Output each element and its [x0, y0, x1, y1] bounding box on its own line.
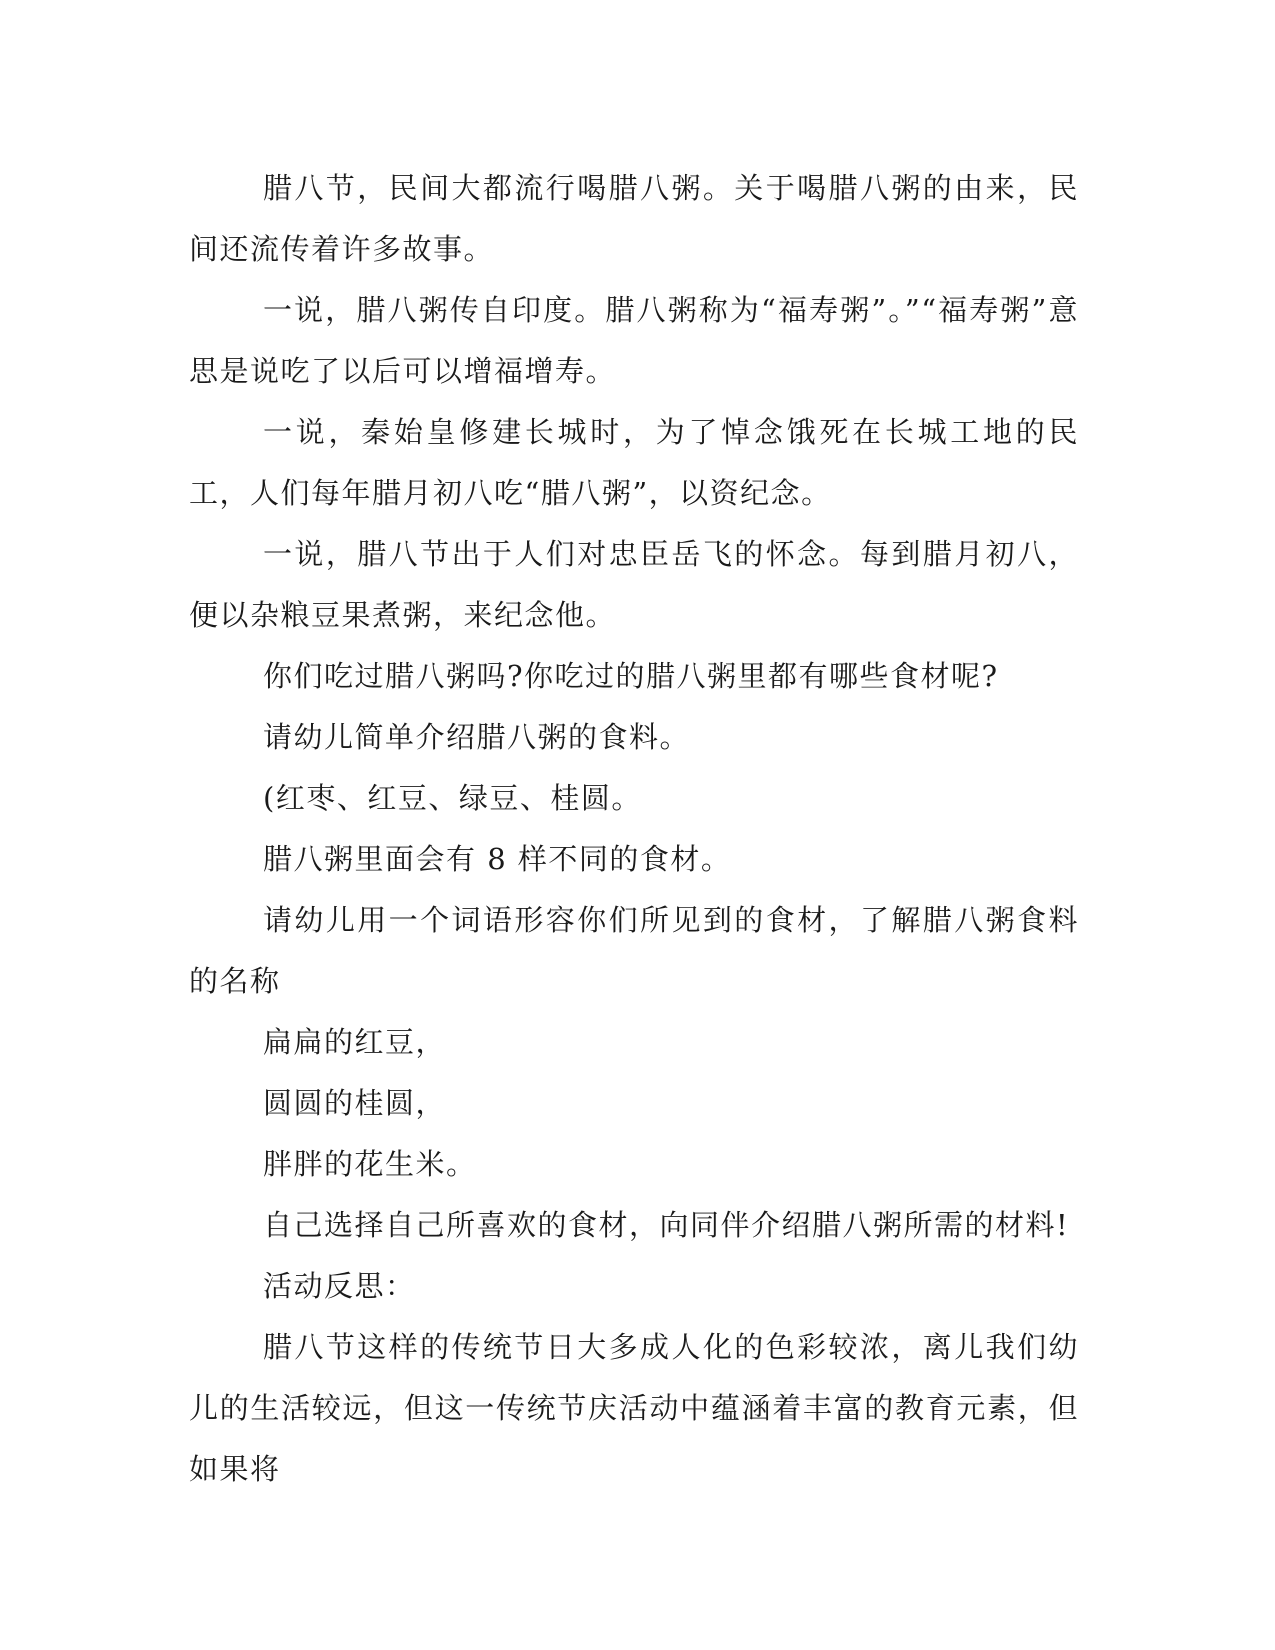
document-body [189, 158, 1079, 1500]
paragraph-ingredient-list: (红枣、红豆、绿豆、桂圆。 [263, 781, 642, 815]
paragraph-describe-ingredients: 请幼儿用一个词语形容你们所见到的食材，了解腊八粥食料的名称 [189, 903, 1079, 998]
paragraph-longan: 圆圆的桂圆， [263, 1086, 447, 1120]
paragraph-eight-ingredients: 腊八粥里面会有 8 样不同的食材。 [263, 842, 732, 876]
paragraph-great-wall-legend: 一说，秦始皇修建长城时，为了悼念饿死在长城工地的民工，人们每年腊月初八吃“腊八粥”，以资纪念。 [189, 415, 1079, 510]
paragraph-yue-fei-legend: 一说，腊八节出于人们对忠臣岳飞的怀念。每到腊月初八，便以杂粮豆果煮粥，来纪念他。 [189, 537, 1079, 632]
paragraph-india-legend: 一说，腊八粥传自印度。腊八粥称为“福寿粥”。”“福寿粥”意思是说吃了以后可以增福增寿。 [189, 293, 1079, 388]
paragraph-choose-ingredients: 自己选择自己所喜欢的食材，向同伴介绍腊八粥所需的材料! [263, 1208, 1070, 1242]
paragraph-reflection-body: 腊八节这样的传统节日大多成人化的色彩较浓，离儿我们幼儿的生活较远，但这一传统节庆活动中蕴涵着丰富的教育元素，但如果将 [189, 1330, 1079, 1486]
paragraph-introduce-ingredients: 请幼儿简单介绍腊八粥的食料。 [263, 720, 691, 754]
paragraph-reflection-heading: 活动反思： [263, 1269, 416, 1303]
paragraph-peanuts: 胖胖的花生米。 [263, 1147, 477, 1181]
paragraph-origin-intro: 腊八节，民间大都流行喝腊八粥。关于喝腊八粥的由来，民间还流传着许多故事。 [189, 171, 1079, 266]
paragraph-question: 你们吃过腊八粥吗?你吃过的腊八粥里都有哪些食材呢? [263, 659, 999, 693]
paragraph-red-beans: 扁扁的红豆， [263, 1025, 447, 1059]
